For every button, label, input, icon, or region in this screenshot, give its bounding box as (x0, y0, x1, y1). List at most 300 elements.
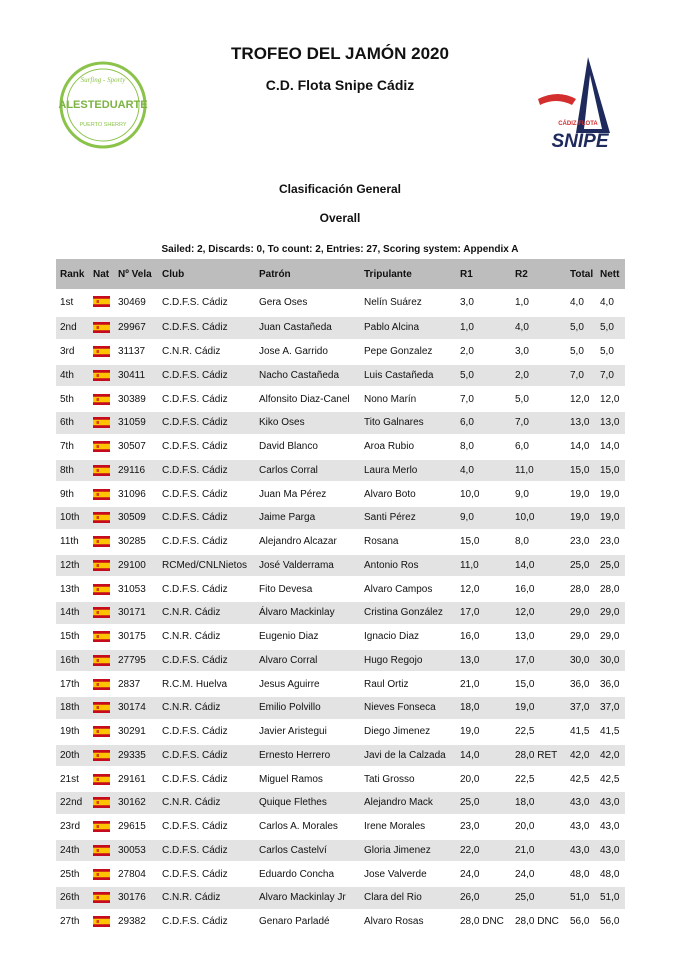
r1-cell: 15,0 (456, 530, 511, 554)
total-cell: 15,0 (566, 459, 596, 483)
r2-cell: 14,0 (511, 554, 566, 578)
r2-cell: 11,0 (511, 459, 566, 483)
nat-cell (89, 744, 114, 768)
r2-cell: 2,0 (511, 364, 566, 388)
table-row (56, 482, 625, 506)
table-row (56, 316, 625, 340)
r2-cell: 15,0 (511, 672, 566, 696)
helm-cell: Carlos Castelví (255, 839, 360, 863)
r1-cell: 18,0 (456, 696, 511, 720)
nett-cell: 42,5 (596, 767, 625, 791)
club-cell: C.D.F.S. Cádiz (158, 289, 255, 316)
col-header-helm: Patrón (255, 259, 360, 289)
club-cell: C.D.F.S. Cádiz (158, 530, 255, 554)
r1-cell: 24,0 (456, 862, 511, 886)
sail-number-cell: 30285 (114, 530, 158, 554)
r2-cell: 28,0 DNC (511, 910, 566, 934)
r1-cell: 20,0 (456, 767, 511, 791)
spain-flag-icon (93, 869, 110, 880)
crew-cell: Nelín Suárez (360, 289, 456, 316)
spain-flag-icon (93, 346, 110, 357)
spain-flag-icon (93, 584, 110, 595)
r2-cell: 13,0 (511, 625, 566, 649)
crew-cell: Javi de la Calzada (360, 744, 456, 768)
table-row (56, 625, 625, 649)
r1-cell: 13,0 (456, 649, 511, 673)
crew-cell: Hugo Regojo (360, 649, 456, 673)
nat-cell (89, 649, 114, 673)
total-cell: 19,0 (566, 506, 596, 530)
r1-cell: 6,0 (456, 411, 511, 435)
r1-cell: 19,0 (456, 720, 511, 744)
svg-text:ALESTEDUARTE: ALESTEDUARTE (58, 99, 148, 111)
r2-cell: 4,0 (511, 316, 566, 340)
sail-number-cell: 29615 (114, 815, 158, 839)
r1-cell: 8,0 (456, 435, 511, 459)
crew-cell: Pepe Gonzalez (360, 340, 456, 364)
sail-number-cell: 30176 (114, 886, 158, 910)
r2-cell: 1,0 (511, 289, 566, 316)
club-cell: C.D.F.S. Cádiz (158, 815, 255, 839)
nat-cell (89, 482, 114, 506)
club-cell: C.N.R. Cádiz (158, 696, 255, 720)
col-header-nett: Nett (596, 259, 625, 289)
nat-cell (89, 625, 114, 649)
col-header-rank: Rank (56, 259, 89, 289)
svg-text:CÁDIZ FLOTA: CÁDIZ FLOTA (558, 121, 598, 127)
club-cell: C.D.F.S. Cádiz (158, 720, 255, 744)
nett-cell: 5,0 (596, 316, 625, 340)
nat-cell (89, 815, 114, 839)
col-header-total: Total (566, 259, 596, 289)
table-row (56, 411, 625, 435)
spain-flag-icon (93, 489, 110, 500)
table-row (56, 767, 625, 791)
sail-number-cell: 30291 (114, 720, 158, 744)
nat-cell (89, 530, 114, 554)
sail-number-cell: 30469 (114, 289, 158, 316)
nett-cell: 42,0 (596, 744, 625, 768)
r1-cell: 9,0 (456, 506, 511, 530)
rank-cell: 7th (56, 435, 89, 459)
helm-cell: Eugenio Diaz (255, 625, 360, 649)
crew-cell: Tito Galnares (360, 411, 456, 435)
helm-cell: Quique Flethes (255, 791, 360, 815)
total-cell: 4,0 (566, 289, 596, 316)
nat-cell (89, 862, 114, 886)
nett-cell: 51,0 (596, 886, 625, 910)
nat-cell (89, 886, 114, 910)
spain-flag-icon (93, 655, 110, 666)
club-cell: C.N.R. Cádiz (158, 340, 255, 364)
nat-cell (89, 316, 114, 340)
helm-cell: Álvaro Mackinlay (255, 601, 360, 625)
rank-cell: 17th (56, 672, 89, 696)
table-row (56, 577, 625, 601)
sail-number-cell: 27804 (114, 862, 158, 886)
rank-cell: 22nd (56, 791, 89, 815)
nett-cell: 28,0 (596, 577, 625, 601)
rank-cell: 25th (56, 862, 89, 886)
table-row (56, 720, 625, 744)
r1-cell: 26,0 (456, 886, 511, 910)
club-cell: C.D.F.S. Cádiz (158, 839, 255, 863)
rank-cell: 12th (56, 554, 89, 578)
crew-cell: Antonio Ros (360, 554, 456, 578)
r2-cell: 12,0 (511, 601, 566, 625)
r1-cell: 22,0 (456, 839, 511, 863)
sail-number-cell: 29335 (114, 744, 158, 768)
r1-cell: 21,0 (456, 672, 511, 696)
table-row (56, 601, 625, 625)
r2-cell: 3,0 (511, 340, 566, 364)
rank-cell: 20th (56, 744, 89, 768)
club-cell: R.C.M. Huelva (158, 672, 255, 696)
nett-cell: 14,0 (596, 435, 625, 459)
table-row (56, 791, 625, 815)
helm-cell: Javier Aristegui (255, 720, 360, 744)
crew-cell: Rosana (360, 530, 456, 554)
spain-flag-icon (93, 465, 110, 476)
crew-cell: Alvaro Campos (360, 577, 456, 601)
rank-cell: 4th (56, 364, 89, 388)
r1-cell: 16,0 (456, 625, 511, 649)
sail-number-cell: 31096 (114, 482, 158, 506)
table-row (56, 289, 625, 316)
nat-cell (89, 364, 114, 388)
nett-cell: 43,0 (596, 791, 625, 815)
r1-cell: 10,0 (456, 482, 511, 506)
crew-cell: Diego Jimenez (360, 720, 456, 744)
total-cell: 14,0 (566, 435, 596, 459)
table-row (56, 506, 625, 530)
helm-cell: José Valderrama (255, 554, 360, 578)
series-summary: Sailed: 2, Discards: 0, To count: 2, Entries: 27, Scoring system: Appendix A (161, 244, 519, 255)
crew-cell: Nono Marín (360, 387, 456, 411)
r1-cell: 3,0 (456, 289, 511, 316)
r1-cell: 28,0 DNC (456, 910, 511, 934)
table-row (56, 649, 625, 673)
nett-cell: 29,0 (596, 601, 625, 625)
nat-cell (89, 387, 114, 411)
col-header-sail: Nº Vela (114, 259, 158, 289)
rank-cell: 10th (56, 506, 89, 530)
crew-cell: Laura Merlo (360, 459, 456, 483)
crew-cell: Alejandro Mack (360, 791, 456, 815)
sail-number-cell: 29967 (114, 316, 158, 340)
crew-cell: Gloria Jimenez (360, 839, 456, 863)
nett-cell: 36,0 (596, 672, 625, 696)
sail-number-cell: 2837 (114, 672, 158, 696)
club-cell: RCMed/CNLNietos (158, 554, 255, 578)
nat-cell (89, 459, 114, 483)
helm-cell: Jesus Aguirre (255, 672, 360, 696)
table-row (56, 886, 625, 910)
spain-flag-icon (93, 296, 110, 307)
total-cell: 36,0 (566, 672, 596, 696)
r2-cell: 19,0 (511, 696, 566, 720)
nat-cell (89, 910, 114, 934)
spain-flag-icon (93, 512, 110, 523)
total-cell: 56,0 (566, 910, 596, 934)
nat-cell (89, 696, 114, 720)
table-row (56, 862, 625, 886)
spain-flag-icon (93, 322, 110, 333)
helm-cell: Carlos Corral (255, 459, 360, 483)
nett-cell: 13,0 (596, 411, 625, 435)
spain-flag-icon (93, 726, 110, 737)
total-cell: 30,0 (566, 649, 596, 673)
rank-cell: 18th (56, 696, 89, 720)
spain-flag-icon (93, 702, 110, 713)
spain-flag-icon (93, 560, 110, 571)
col-header-nat: Nat (89, 259, 114, 289)
nett-cell: 25,0 (596, 554, 625, 578)
helm-cell: Genaro Parladé (255, 910, 360, 934)
rank-cell: 3rd (56, 340, 89, 364)
helm-cell: Jose A. Garrido (255, 340, 360, 364)
col-header-r2: R2 (511, 259, 566, 289)
club-cell: C.D.F.S. Cádiz (158, 910, 255, 934)
nat-cell (89, 767, 114, 791)
sail-number-cell: 29161 (114, 767, 158, 791)
helm-cell: Juan Castañeda (255, 316, 360, 340)
rank-cell: 5th (56, 387, 89, 411)
helm-cell: Juan Ma Pérez (255, 482, 360, 506)
table-row (56, 839, 625, 863)
sail-number-cell: 30389 (114, 387, 158, 411)
r2-cell: 10,0 (511, 506, 566, 530)
r1-cell: 7,0 (456, 387, 511, 411)
helm-cell: Emilio Polvillo (255, 696, 360, 720)
total-cell: 19,0 (566, 482, 596, 506)
table-row (56, 696, 625, 720)
sail-number-cell: 29382 (114, 910, 158, 934)
nett-cell: 12,0 (596, 387, 625, 411)
crew-cell: Clara del Rio (360, 886, 456, 910)
helm-cell: Miguel Ramos (255, 767, 360, 791)
svg-text:Surfing - Sporty: Surfing - Sporty (80, 76, 126, 84)
club-cell: C.D.F.S. Cádiz (158, 767, 255, 791)
col-header-club: Club (158, 259, 255, 289)
r2-cell: 16,0 (511, 577, 566, 601)
helm-cell: Kiko Oses (255, 411, 360, 435)
total-cell: 25,0 (566, 554, 596, 578)
table-row (56, 435, 625, 459)
club-cell: C.D.F.S. Cádiz (158, 506, 255, 530)
helm-cell: David Blanco (255, 435, 360, 459)
total-cell: 51,0 (566, 886, 596, 910)
crew-cell: Pablo Alcina (360, 316, 456, 340)
nett-cell: 43,0 (596, 815, 625, 839)
r2-cell: 24,0 (511, 862, 566, 886)
helm-cell: Gera Oses (255, 289, 360, 316)
club-cell: C.D.F.S. Cádiz (158, 482, 255, 506)
club-cell: C.N.R. Cádiz (158, 791, 255, 815)
r2-cell: 9,0 (511, 482, 566, 506)
table-row (56, 530, 625, 554)
crew-cell: Aroa Rubio (360, 435, 456, 459)
spain-flag-icon (93, 536, 110, 547)
helm-cell: Eduardo Concha (255, 862, 360, 886)
table-row (56, 364, 625, 388)
crew-cell: Irene Morales (360, 815, 456, 839)
rank-cell: 13th (56, 577, 89, 601)
nat-cell (89, 435, 114, 459)
rank-cell: 15th (56, 625, 89, 649)
club-cell: C.D.F.S. Cádiz (158, 435, 255, 459)
spain-flag-icon (93, 821, 110, 832)
col-header-r1: R1 (456, 259, 511, 289)
rank-cell: 26th (56, 886, 89, 910)
total-cell: 43,0 (566, 839, 596, 863)
spain-flag-icon (93, 845, 110, 856)
nat-cell (89, 340, 114, 364)
nett-cell: 43,0 (596, 839, 625, 863)
sail-number-cell: 30507 (114, 435, 158, 459)
sail-number-cell: 30171 (114, 601, 158, 625)
nett-cell: 19,0 (596, 482, 625, 506)
r1-cell: 1,0 (456, 316, 511, 340)
nett-cell: 30,0 (596, 649, 625, 673)
crew-cell: Alvaro Boto (360, 482, 456, 506)
sail-number-cell: 31053 (114, 577, 158, 601)
r2-cell: 6,0 (511, 435, 566, 459)
svg-text:SNIPE: SNIPE (551, 131, 609, 152)
table-row (56, 459, 625, 483)
spain-flag-icon (93, 631, 110, 642)
club-cell: C.D.F.S. Cádiz (158, 411, 255, 435)
crew-cell: Santi Pérez (360, 506, 456, 530)
club-cell: C.N.R. Cádiz (158, 886, 255, 910)
sail-number-cell: 30509 (114, 506, 158, 530)
crew-cell: Raul Ortiz (360, 672, 456, 696)
spain-flag-icon (93, 774, 110, 785)
rank-cell: 11th (56, 530, 89, 554)
rank-cell: 14th (56, 601, 89, 625)
helm-cell: Alvaro Mackinlay Jr (255, 886, 360, 910)
r2-cell: 28,0 RET (511, 744, 566, 768)
helm-cell: Nacho Castañeda (255, 364, 360, 388)
helm-cell: Carlos A. Morales (255, 815, 360, 839)
nat-cell (89, 506, 114, 530)
total-cell: 43,0 (566, 815, 596, 839)
rank-cell: 23rd (56, 815, 89, 839)
total-cell: 29,0 (566, 601, 596, 625)
results-table (56, 259, 625, 935)
nat-cell (89, 289, 114, 316)
total-cell: 5,0 (566, 316, 596, 340)
rank-cell: 21st (56, 767, 89, 791)
rank-cell: 9th (56, 482, 89, 506)
rank-cell: 19th (56, 720, 89, 744)
r1-cell: 5,0 (456, 364, 511, 388)
r2-cell: 18,0 (511, 791, 566, 815)
rank-cell: 2nd (56, 316, 89, 340)
nat-cell (89, 601, 114, 625)
helm-cell: Alfonsito Diaz-Canel (255, 387, 360, 411)
table-row (56, 815, 625, 839)
sail-number-cell: 29116 (114, 459, 158, 483)
nett-cell: 7,0 (596, 364, 625, 388)
nat-cell (89, 577, 114, 601)
spain-flag-icon (93, 417, 110, 428)
section-subtitle: Overall (319, 211, 361, 225)
nat-cell (89, 720, 114, 744)
total-cell: 42,5 (566, 767, 596, 791)
nat-cell (89, 411, 114, 435)
sail-number-cell: 30174 (114, 696, 158, 720)
club-cell: C.D.F.S. Cádiz (158, 387, 255, 411)
r1-cell: 14,0 (456, 744, 511, 768)
rank-cell: 1st (56, 289, 89, 316)
r2-cell: 7,0 (511, 411, 566, 435)
club-cell: C.D.F.S. Cádiz (158, 577, 255, 601)
nett-cell: 23,0 (596, 530, 625, 554)
snipe-logo (528, 55, 628, 160)
r1-cell: 4,0 (456, 459, 511, 483)
r2-cell: 22,5 (511, 720, 566, 744)
total-cell: 7,0 (566, 364, 596, 388)
spain-flag-icon (93, 750, 110, 761)
table-row (56, 340, 625, 364)
spain-flag-icon (93, 607, 110, 618)
nat-cell (89, 839, 114, 863)
r1-cell: 25,0 (456, 791, 511, 815)
club-cell: C.D.F.S. Cádiz (158, 649, 255, 673)
section-title: Clasificación General (278, 182, 402, 196)
spain-flag-icon (93, 916, 110, 927)
helm-cell: Alejandro Alcazar (255, 530, 360, 554)
r2-cell: 25,0 (511, 886, 566, 910)
total-cell: 12,0 (566, 387, 596, 411)
club-cell: C.N.R. Cádiz (158, 625, 255, 649)
total-cell: 41,5 (566, 720, 596, 744)
spain-flag-icon (93, 370, 110, 381)
table-row (56, 554, 625, 578)
crew-cell: Nieves Fonseca (360, 696, 456, 720)
club-cell: C.D.F.S. Cádiz (158, 744, 255, 768)
page-title: TROFEO DEL JAMÓN 2020 (231, 44, 449, 63)
total-cell: 28,0 (566, 577, 596, 601)
r1-cell: 11,0 (456, 554, 511, 578)
crew-cell: Alvaro Rosas (360, 910, 456, 934)
nat-cell (89, 554, 114, 578)
sail-number-cell: 30175 (114, 625, 158, 649)
table-row (56, 387, 625, 411)
nett-cell: 56,0 (596, 910, 625, 934)
sail-number-cell: 29100 (114, 554, 158, 578)
total-cell: 23,0 (566, 530, 596, 554)
nat-cell (89, 672, 114, 696)
total-cell: 5,0 (566, 340, 596, 364)
r2-cell: 5,0 (511, 387, 566, 411)
r1-cell: 23,0 (456, 815, 511, 839)
r1-cell: 2,0 (456, 340, 511, 364)
rank-cell: 8th (56, 459, 89, 483)
total-cell: 13,0 (566, 411, 596, 435)
rank-cell: 24th (56, 839, 89, 863)
crew-cell: Cristina González (360, 601, 456, 625)
crew-cell: Jose Valverde (360, 862, 456, 886)
club-cell: C.D.F.S. Cádiz (158, 862, 255, 886)
r2-cell: 20,0 (511, 815, 566, 839)
helm-cell: Ernesto Herrero (255, 744, 360, 768)
spain-flag-icon (93, 679, 110, 690)
club-cell: C.D.F.S. Cádiz (158, 459, 255, 483)
club-cell: C.D.F.S. Cádiz (158, 316, 255, 340)
table-row (56, 744, 625, 768)
